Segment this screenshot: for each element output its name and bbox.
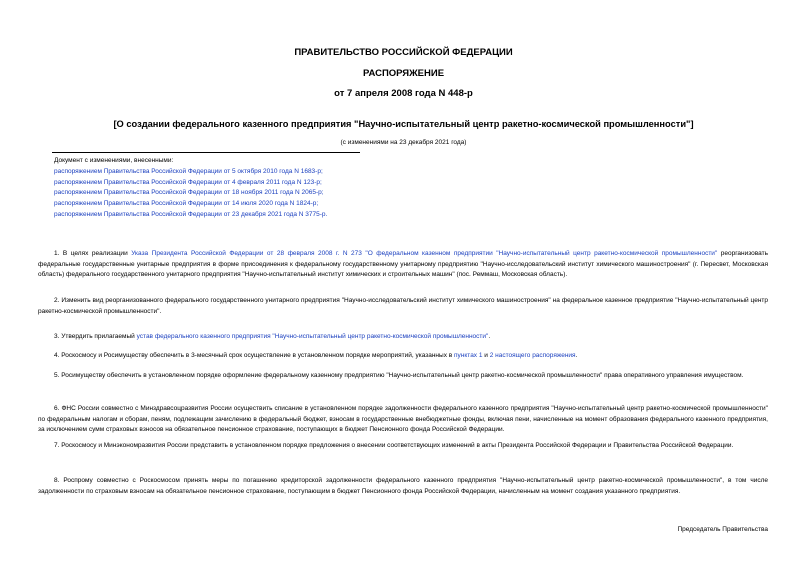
signature-line: Председатель Правительства [677, 526, 768, 533]
paragraph-text: . [575, 352, 578, 359]
paragraph-3 [38, 332, 768, 343]
paragraph-8 [38, 476, 768, 497]
amendments-list [54, 156, 327, 221]
paragraph-text: 7. Роскосмосу и Минэкономразвития России представить в установленном порядке предложения о внесении соответствующих изменений в акты Президента Российской Федерации и Правительства Российской Федерации. [54, 442, 734, 449]
document-date-number: от 7 апреля 2008 года N 448-р [334, 88, 473, 99]
issuer-heading: ПРАВИТЕЛЬСТВО РОССИЙСКОЙ ФЕДЕРАЦИИ [294, 47, 513, 58]
clause-1-link[interactable]: пунктах 1 [454, 352, 483, 359]
amendment-link[interactable]: распоряжением Правительства Российской Федерации от 18 ноября 2011 года N 2065-р; [54, 189, 324, 197]
paragraph-text: 3. Утвердить прилагаемый [54, 333, 137, 340]
document-type-heading: РАСПОРЯЖЕНИЕ [362, 68, 445, 79]
amendment-link[interactable]: распоряжением Правительства Российской Федерации от 23 декабря 2021 года N 3775-р. [54, 210, 328, 218]
paragraph-text: и [482, 352, 490, 359]
paragraph-6 [38, 404, 768, 436]
paragraph-text: 2. Изменить вид реорганизованного федерального государственного унитарного предприятия "Научно-исследовательский институт химического машиностроения" на федеральное казенное предприятие "Научно-испытательный центр ракетно-космической промышленности". [38, 297, 768, 315]
amendment-link[interactable]: распоряжением Правительства Российской Федерации от 5 октября 2010 года N 1683-р; [54, 167, 323, 175]
paragraph-7 [38, 441, 768, 452]
changes-note: (с изменениями на 23 декабря 2021 года) [340, 139, 467, 146]
paragraph-5 [38, 371, 768, 382]
amendments-separator [52, 152, 360, 153]
charter-link[interactable]: устав федерального казенного предприятия "Научно-испытательный центр ракетно-космической промышленности" [136, 333, 489, 340]
clause-2-link[interactable]: 2 настоящего распоряжения [489, 352, 576, 359]
paragraph-text: 8. Роспрому совместно с Роскосмосом принять меры по погашению кредиторской задолженности федерального казенного предприятия "Научно-испытательный центр ракетно-космической промышленности", в том числе задолженности по страховым взносам на обязательное пенсионное страхование, поступающим в бюджет Пенсионного фонда Российской Федерации, начисленным на момент создания указанного предприятия. [38, 477, 768, 495]
paragraph-text: . [488, 333, 491, 340]
paragraph-text: реорганизовать федеральные государственные унитарные предприятия в форме присоединения к федеральному государственному унитарному предприятию "Научно-исследовательский институт химического машиностроения" (г. Пересвет, Московская область) федерального государственного унитарного предприятия "Научно-испытательный институт химических и строительных машин" (пос. Реммаш, Московская область). [38, 250, 768, 279]
paragraph-text: 4. Роскосмосу и Росимуществу обеспечить в 3-месячный срок осуществление в установленном порядке мероприятий, указанных в [54, 352, 455, 359]
paragraph-text: 5. Росимуществу обеспечить в установленном порядке оформление федеральному казенному предприятию "Научно-испытательный центр ракетно-космической промышленности" права оперативного управления имуществом. [54, 372, 744, 379]
document-title: [О создании федерального казенного предприятия "Научно-испытательный центр ракетно-космической промышленности"] [113, 119, 694, 129]
paragraph-1 [38, 249, 768, 281]
paragraph-2 [38, 296, 768, 317]
amendment-link[interactable]: распоряжением Правительства Российской Федерации от 14 июля 2020 года N 1824-р; [54, 200, 319, 208]
amendments-header: Документ с изменениями, внесенными: [54, 157, 174, 164]
decree-link[interactable]: Указа Президента Российской Федерации от 28 февраля 2008 г. N 273 "О федеральном казенном предприятии "Научно-испытательный центр ракетно-космической промышленности" [131, 250, 718, 257]
paragraph-4 [38, 351, 768, 362]
paragraph-text: 6. ФНС России совместно с Минздравсоцразвития России осуществить списание в установленном порядке задолженности федерального казенного предприятия "Научно-испытательный центр ракетно-космической промышленности" по федеральным налогам и сборам, пеням, подлежащим зачислению в федеральный бюджет, взносам в государственные внебюджетные фонды, включая пени, начисленные на момент образования федерального казенного предприятия, за исключением сумм страховых взносов на обязательное пенсионное страхование, поступающих в бюджет Пенсионного фонда Российской Федерации. [38, 405, 768, 434]
amendment-link[interactable]: распоряжением Правительства Российской Федерации от 4 февраля 2011 года N 123-р; [54, 178, 322, 186]
paragraph-text: 1. В целях реализации [54, 250, 132, 257]
